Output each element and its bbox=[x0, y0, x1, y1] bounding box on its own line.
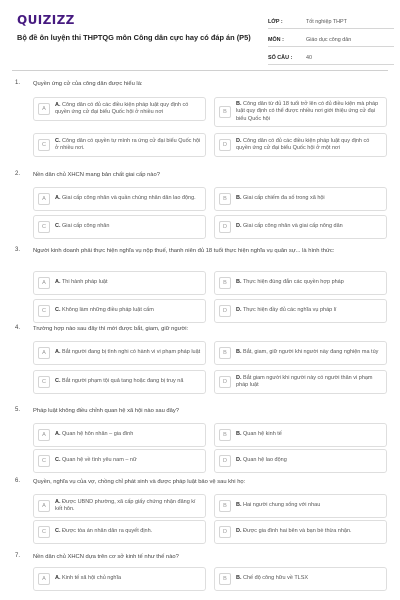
worksheet-title: Bộ đề ôn luyện thi THPTQG môn Công dân cực hay có đáp án (P5) bbox=[17, 33, 251, 42]
option-body bbox=[236, 428, 286, 441]
question-number: 6. bbox=[15, 478, 21, 484]
option-prefix: B. bbox=[236, 575, 242, 582]
option-text: Giai cấp chiếm đa số trong xã hội bbox=[243, 195, 325, 202]
option-text: Công dân từ đủ 18 tuổi trở lên có đủ điều kiện mà pháp luật quy định có thể được nhiều nơi giới thiệu ứng cử đại biểu Quốc hội bbox=[236, 101, 379, 122]
option-body bbox=[236, 276, 348, 289]
option-text: Bắt giam người khi người này có người thân vi phạm pháp luật bbox=[236, 374, 373, 388]
meta-label: SỐ CÂU : bbox=[268, 55, 293, 61]
option-body bbox=[236, 192, 329, 205]
option-letter-badge: B bbox=[219, 106, 231, 118]
option-body bbox=[55, 428, 137, 441]
option-prefix: A. bbox=[55, 431, 61, 438]
meta-row-question-count bbox=[268, 47, 394, 65]
option-body bbox=[236, 304, 341, 317]
answer-option-b[interactable] bbox=[214, 97, 387, 127]
option-letter-badge: D bbox=[219, 221, 231, 233]
answer-option-d[interactable] bbox=[214, 133, 387, 157]
option-letter-badge: C bbox=[38, 305, 50, 317]
answer-option-c[interactable] bbox=[33, 299, 206, 323]
option-body bbox=[55, 454, 141, 467]
question-number: 4. bbox=[15, 325, 21, 331]
option-text: Được gia đình hai bên và bạn bè thừa nhận. bbox=[243, 528, 352, 535]
option-prefix: A. bbox=[55, 195, 61, 202]
option-body bbox=[55, 525, 156, 538]
option-text: Bắt người phạm tội quả tang hoặc đang bị truy nã bbox=[62, 378, 184, 385]
option-letter-badge: C bbox=[38, 139, 50, 151]
option-letter-badge: B bbox=[219, 573, 231, 585]
option-body bbox=[236, 220, 347, 233]
answer-option-d[interactable] bbox=[214, 520, 387, 544]
option-text: Được tòa án nhân dân ra quyết định. bbox=[62, 528, 153, 535]
option-text: Thi hành pháp luật bbox=[61, 279, 108, 286]
answer-option-d[interactable] bbox=[214, 370, 387, 394]
option-text: Thực hiện đúng đắn các quyền hợp pháp bbox=[242, 279, 344, 286]
option-prefix: D. bbox=[236, 457, 242, 464]
question-text: Quyền, nghĩa vụ của vợ, chồng chỉ phát sinh và được pháp luật bảo vệ sau khi họ: bbox=[33, 479, 246, 485]
question-number: 1. bbox=[15, 80, 21, 86]
answer-option-b[interactable] bbox=[214, 567, 387, 591]
question-number: 3. bbox=[15, 247, 21, 253]
answer-option-c[interactable] bbox=[33, 449, 206, 473]
option-letter-badge: B bbox=[219, 347, 231, 359]
option-text: Bắt người đang bị tình nghi có hành vi vi phạm pháp luật bbox=[62, 349, 201, 356]
meta-table bbox=[268, 11, 394, 65]
option-text: Quan hệ kinh tế bbox=[243, 431, 282, 438]
option-letter-badge: A bbox=[38, 573, 50, 585]
meta-row-subject bbox=[268, 29, 394, 47]
answer-option-a[interactable] bbox=[33, 97, 206, 121]
meta-value: Tốt nghiệp THPT bbox=[306, 19, 347, 25]
option-letter-badge: A bbox=[38, 347, 50, 359]
option-letter-badge: B bbox=[219, 500, 231, 512]
option-prefix: B. bbox=[236, 195, 242, 202]
option-body bbox=[55, 220, 113, 233]
answer-option-b[interactable] bbox=[214, 423, 387, 447]
option-letter-badge: A bbox=[38, 277, 50, 289]
option-letter-badge: D bbox=[219, 139, 231, 151]
option-text: Kinh tế xã hội chủ nghĩa bbox=[62, 575, 122, 582]
option-letter-badge: C bbox=[38, 376, 50, 388]
option-body bbox=[55, 304, 158, 317]
option-letter-badge: D bbox=[219, 305, 231, 317]
option-prefix: A. bbox=[55, 279, 61, 286]
option-letter-badge: B bbox=[219, 429, 231, 441]
answer-option-c[interactable] bbox=[33, 215, 206, 239]
option-body bbox=[236, 572, 312, 585]
option-text: Được UBND phường, xã cấp giấy chứng nhận đăng kí kết hôn. bbox=[55, 498, 196, 512]
option-text: Giai cấp công nhân bbox=[62, 223, 110, 230]
answer-option-b[interactable] bbox=[214, 341, 387, 365]
quizizz-logo: QUIZIZZ bbox=[17, 13, 75, 27]
option-letter-badge: A bbox=[38, 500, 50, 512]
option-body bbox=[55, 135, 205, 156]
answer-option-d[interactable] bbox=[214, 215, 387, 239]
option-text: Quan hệ lao động bbox=[243, 457, 287, 464]
answer-option-c[interactable] bbox=[33, 133, 206, 157]
answer-option-a[interactable] bbox=[33, 187, 206, 211]
option-body bbox=[55, 192, 200, 205]
option-text: Quan hệ về tình yêu nam – nữ bbox=[62, 457, 137, 464]
option-prefix: B. bbox=[236, 101, 242, 107]
question-text: Quyền ứng cử của công dân được hiểu là: bbox=[33, 81, 143, 87]
answer-option-d[interactable] bbox=[214, 299, 387, 323]
option-letter-badge: B bbox=[219, 277, 231, 289]
option-body bbox=[236, 525, 356, 538]
option-prefix: A. bbox=[55, 101, 61, 108]
answer-option-a[interactable] bbox=[33, 494, 206, 518]
option-prefix: D. bbox=[236, 307, 242, 314]
header-divider bbox=[12, 70, 388, 71]
option-text: Công dân có quyền tự mình ra ứng cử đại biểu Quốc hội ở nhiều nơi. bbox=[55, 137, 201, 151]
option-text: Chế độ công hữu về TLSX bbox=[243, 575, 309, 582]
option-body bbox=[236, 372, 386, 393]
option-text: Giai cấp công nhân và quần chúng nhân dân lao động. bbox=[62, 195, 196, 202]
option-prefix: C. bbox=[55, 307, 61, 314]
question-number: 5. bbox=[15, 407, 21, 413]
question-number: 7. bbox=[15, 553, 21, 559]
answer-option-a[interactable] bbox=[33, 567, 206, 591]
option-letter-badge: C bbox=[38, 526, 50, 538]
option-text: Quan hệ hôn nhân – gia đình bbox=[62, 431, 134, 438]
worksheet-header bbox=[0, 0, 400, 70]
question-text: Pháp luật không điều chỉnh quan hệ xã hội nào sau đây? bbox=[33, 408, 180, 414]
answer-option-b[interactable] bbox=[214, 271, 387, 295]
question-text: Nền dân chủ XHCN mang bản chất giai cấp nào? bbox=[33, 172, 160, 178]
answer-option-a[interactable] bbox=[33, 423, 206, 447]
question-text: Người kinh doanh phải thực hiện nghĩa vụ nộp thuế, thanh niên đủ 18 tuổi thực hiện nghĩa vụ quân sự... là hình thức: bbox=[33, 248, 335, 254]
option-prefix: A. bbox=[55, 349, 61, 356]
answer-option-d[interactable] bbox=[214, 449, 387, 473]
option-letter-badge: C bbox=[38, 455, 50, 467]
option-prefix: A. bbox=[55, 575, 61, 582]
option-body bbox=[236, 499, 324, 512]
option-body bbox=[55, 375, 187, 388]
meta-label: MÔN : bbox=[268, 37, 284, 43]
answer-option-b[interactable] bbox=[214, 494, 387, 518]
option-letter-badge: A bbox=[38, 103, 50, 115]
option-body bbox=[55, 99, 205, 120]
option-prefix: D. bbox=[236, 528, 242, 535]
option-prefix: D. bbox=[236, 137, 242, 144]
option-prefix: C. bbox=[55, 223, 61, 230]
option-text: Công dân có đủ các điều kiện pháp luật quy định có quyền ứng cử đại biểu Quốc hội ở một nơi bbox=[236, 137, 370, 151]
option-letter-badge: D bbox=[219, 455, 231, 467]
option-text: Bắt, giam, giữ người khi người này đang nghiện ma túy bbox=[243, 349, 379, 356]
option-prefix: B. bbox=[236, 431, 242, 438]
option-text: Không làm những điều pháp luật cấm bbox=[62, 307, 154, 314]
option-body bbox=[55, 346, 204, 359]
meta-label: LỚP : bbox=[268, 19, 283, 25]
option-body bbox=[236, 454, 291, 467]
option-prefix: C. bbox=[55, 137, 61, 144]
option-letter-badge: D bbox=[219, 376, 231, 388]
question-number: 2. bbox=[15, 171, 21, 177]
option-prefix: D. bbox=[236, 374, 242, 381]
option-body bbox=[55, 496, 205, 517]
option-prefix: B. bbox=[236, 279, 242, 286]
meta-row-class bbox=[268, 11, 394, 29]
answer-option-a[interactable] bbox=[33, 271, 206, 295]
option-text: Công dân có đủ các điều kiện pháp luật quy định có quyền ứng cử đại biểu Quốc hội ở nhiều nơi bbox=[55, 101, 189, 115]
option-letter-badge: D bbox=[219, 526, 231, 538]
question-text: Nền dân chủ XHCN dựa trên cơ sở kinh tế như thế nào? bbox=[33, 554, 179, 560]
answer-option-a[interactable] bbox=[33, 341, 206, 365]
option-prefix: C. bbox=[55, 378, 61, 385]
option-text: Hai người chung sống với nhau bbox=[243, 502, 321, 509]
meta-value: 40 bbox=[306, 55, 312, 61]
option-letter-badge: B bbox=[219, 193, 231, 205]
option-letter-badge: C bbox=[38, 221, 50, 233]
answer-option-c[interactable] bbox=[33, 520, 206, 544]
option-prefix: B. bbox=[236, 502, 242, 509]
option-prefix: B. bbox=[236, 349, 242, 356]
option-body bbox=[236, 98, 386, 126]
option-body bbox=[236, 346, 382, 359]
answer-option-b[interactable] bbox=[214, 187, 387, 211]
option-letter-badge: A bbox=[38, 429, 50, 441]
option-body bbox=[55, 572, 125, 585]
option-prefix: A. bbox=[55, 498, 61, 505]
option-text: Giai cấp công nhân và giai cấp nông dân bbox=[243, 223, 343, 230]
question-text: Trường hợp nào sau đây thì mới được bắt, giam, giữ người: bbox=[33, 326, 189, 332]
option-body bbox=[236, 135, 386, 156]
answer-option-c[interactable] bbox=[33, 370, 206, 394]
option-prefix: C. bbox=[55, 528, 61, 535]
option-letter-badge: A bbox=[38, 193, 50, 205]
option-text: Thực hiện đầy đủ các nghĩa vụ pháp lí bbox=[242, 307, 337, 314]
meta-value: Giáo dục công dân bbox=[306, 37, 352, 43]
option-body bbox=[55, 276, 112, 289]
option-prefix: C. bbox=[55, 457, 61, 464]
option-prefix: D. bbox=[236, 223, 242, 230]
